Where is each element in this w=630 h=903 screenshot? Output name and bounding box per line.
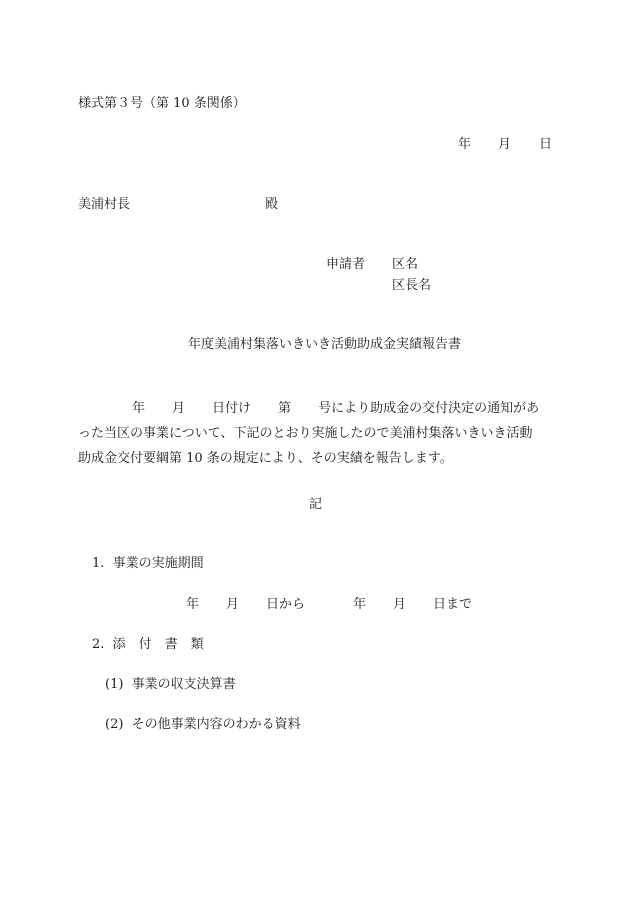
attachment-item-2: (2) その他事業内容のわかる資料 [105, 717, 301, 732]
document-title: 年度美浦村集落いきいき活動助成金実績報告書 [188, 337, 462, 352]
date-month: 月 [498, 137, 512, 152]
to-year: 年 [353, 597, 367, 612]
from-day: 日から [266, 597, 306, 612]
body-line1-rest: 号により助成金の交付決定の通知があ [318, 401, 540, 416]
district-name-label: 区名 [392, 257, 419, 272]
from-year: 年 [186, 597, 200, 612]
form-number: 様式第３号（第 10 条関係） [78, 96, 246, 111]
applicant-label: 申請者 [326, 257, 366, 272]
district-head-label: 区長名 [392, 278, 432, 293]
body-paragraph [78, 396, 553, 471]
date-year: 年 [458, 137, 472, 152]
addressee-name: 美浦村長 [78, 197, 131, 212]
body-line-3: 助成金交付要綱第 10 条の規定により、その実績を報告します。 [78, 451, 453, 466]
from-month: 月 [226, 597, 240, 612]
ki-note-mark: 記 [309, 497, 323, 512]
addressee-honorific: 殿 [265, 197, 279, 212]
to-month: 月 [393, 597, 407, 612]
section-period-heading: 1. 事業の実施期間 [92, 556, 204, 571]
body-year: 年 [132, 401, 146, 416]
section-attachments-heading: 2. 添 付 書 類 [92, 637, 204, 652]
date-day: 日 [539, 137, 553, 152]
body-line-2: った当区の事業について、下記のとおり実施したので美浦村集落いきいき活動 [78, 426, 533, 441]
attachment-item-1: (1) 事業の収支決算書 [105, 677, 236, 692]
body-day-dated: 日付け [212, 401, 252, 416]
body-number-prefix: 第 [278, 401, 292, 416]
to-day: 日まで [433, 597, 473, 612]
body-line-1 [78, 396, 553, 421]
body-month: 月 [172, 401, 186, 416]
